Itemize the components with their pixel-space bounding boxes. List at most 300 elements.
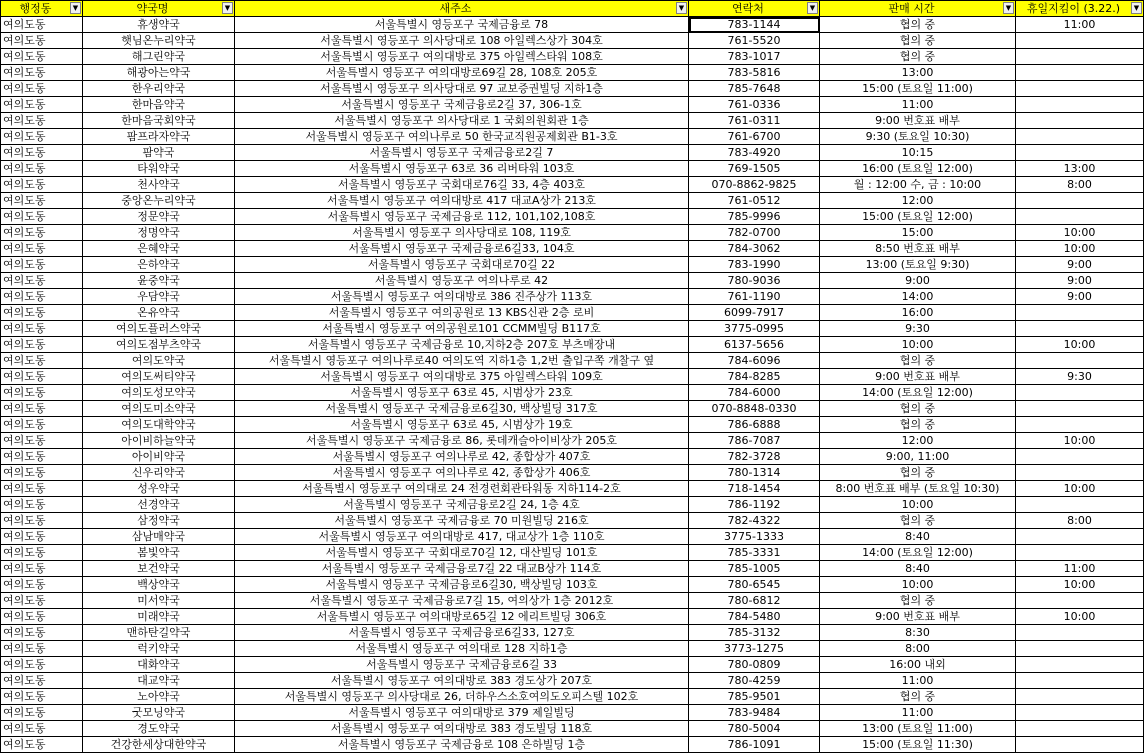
table-row <box>1 305 1144 321</box>
cell-phone[interactable]: 6099-7917 <box>689 305 820 321</box>
cell-holiday[interactable]: 11:00 <box>1016 17 1144 33</box>
cell-sales-time[interactable]: 협의 중 <box>820 417 1016 433</box>
cell-pharmacy-name[interactable]: 여의도써티약국 <box>83 369 235 385</box>
cell-sales-time[interactable]: 협의 중 <box>820 513 1016 529</box>
filter-dropdown-icon[interactable]: ▼ <box>1003 2 1014 14</box>
cell-holiday[interactable] <box>1016 193 1144 209</box>
cell-phone[interactable]: 785-9501 <box>689 689 820 705</box>
cell-sales-time[interactable]: 9:00 <box>820 273 1016 289</box>
cell-address[interactable]: 서울특별시 영등포구 국제금융로7길 15, 여의상가 1층 2012호 <box>235 593 689 609</box>
cell-dong[interactable]: 여의도동 <box>1 289 83 305</box>
cell-sales-time[interactable]: 협의 중 <box>820 401 1016 417</box>
cell-dong[interactable]: 여의도동 <box>1 145 83 161</box>
cell-holiday[interactable] <box>1016 545 1144 561</box>
cell-phone[interactable]: 761-0311 <box>689 113 820 129</box>
cell-holiday[interactable] <box>1016 673 1144 689</box>
filter-dropdown-icon[interactable]: ▼ <box>676 2 687 14</box>
cell-sales-time[interactable]: 10:00 <box>820 497 1016 513</box>
cell-address[interactable]: 서울특별시 영등포구 국제금융로6길30, 백상빌딩 103호 <box>235 577 689 593</box>
cell-sales-time[interactable]: 10:00 <box>820 577 1016 593</box>
cell-pharmacy-name[interactable]: 여의도약국 <box>83 353 235 369</box>
cell-holiday[interactable] <box>1016 465 1144 481</box>
cell-sales-time[interactable]: 8:00 <box>820 641 1016 657</box>
cell-sales-time[interactable]: 14:00 (토요일 12:00) <box>820 545 1016 561</box>
cell-address[interactable]: 서울특별시 영등포구 여의대로 24 전경련회관타워동 지하114-2호 <box>235 481 689 497</box>
cell-phone[interactable]: 780-9036 <box>689 273 820 289</box>
cell-phone[interactable]: 780-5004 <box>689 721 820 737</box>
cell-holiday[interactable] <box>1016 497 1144 513</box>
cell-address[interactable]: 서울특별시 영등포구 여의대방로 375 아일렉스타워 109호 <box>235 369 689 385</box>
cell-dong[interactable]: 여의도동 <box>1 305 83 321</box>
cell-address[interactable]: 서울특별시 영등포구 여의공원로 13 KBS신관 2층 로비 <box>235 305 689 321</box>
cell-phone[interactable]: 784-3062 <box>689 241 820 257</box>
cell-dong[interactable]: 여의도동 <box>1 49 83 65</box>
cell-holiday[interactable]: 10:00 <box>1016 225 1144 241</box>
cell-dong[interactable]: 여의도동 <box>1 337 83 353</box>
cell-phone[interactable]: 783-1990 <box>689 257 820 273</box>
cell-dong[interactable]: 여의도동 <box>1 705 83 721</box>
cell-holiday[interactable]: 10:00 <box>1016 577 1144 593</box>
cell-dong[interactable]: 여의도동 <box>1 641 83 657</box>
cell-address[interactable]: 서울특별시 영등포구 여의대방로69길 28, 108호 205호 <box>235 65 689 81</box>
cell-phone[interactable]: 782-0700 <box>689 225 820 241</box>
cell-sales-time[interactable]: 11:00 <box>820 97 1016 113</box>
cell-pharmacy-name[interactable]: 여의도미소약국 <box>83 401 235 417</box>
column-header-pharmacy-name[interactable] <box>83 1 235 17</box>
cell-holiday[interactable] <box>1016 33 1144 49</box>
cell-pharmacy-name[interactable]: 정명약국 <box>83 225 235 241</box>
cell-address[interactable]: 서울특별시 영등포구 63로 36 리버타워 103호 <box>235 161 689 177</box>
cell-pharmacy-name[interactable]: 중앙온누리약국 <box>83 193 235 209</box>
cell-phone[interactable]: 070-8862-9825 <box>689 177 820 193</box>
cell-phone[interactable]: 780-4259 <box>689 673 820 689</box>
cell-holiday[interactable] <box>1016 625 1144 641</box>
table-row <box>1 385 1144 401</box>
cell-sales-time[interactable]: 12:00 <box>820 193 1016 209</box>
cell-address[interactable]: 서울특별시 영등포구 국제금융로6길33, 104호 <box>235 241 689 257</box>
cell-holiday[interactable]: 9:00 <box>1016 273 1144 289</box>
cell-dong[interactable]: 여의도동 <box>1 465 83 481</box>
cell-dong[interactable]: 여의도동 <box>1 449 83 465</box>
cell-address[interactable]: 서울특별시 영등포구 여의대방로 383 경도상가 207호 <box>235 673 689 689</box>
cell-pharmacy-name[interactable]: 선경약국 <box>83 497 235 513</box>
cell-dong[interactable]: 여의도동 <box>1 545 83 561</box>
cell-holiday[interactable] <box>1016 321 1144 337</box>
table-row <box>1 641 1144 657</box>
cell-sales-time[interactable]: 협의 중 <box>820 465 1016 481</box>
cell-pharmacy-name[interactable]: 대교약국 <box>83 673 235 689</box>
cell-sales-time[interactable]: 10:00 <box>820 337 1016 353</box>
table-row <box>1 737 1144 753</box>
cell-phone[interactable]: 761-1190 <box>689 289 820 305</box>
cell-dong[interactable]: 여의도동 <box>1 113 83 129</box>
cell-dong[interactable]: 여의도동 <box>1 321 83 337</box>
header-label: 행정동 <box>19 1 52 15</box>
cell-dong[interactable]: 여의도동 <box>1 401 83 417</box>
cell-sales-time[interactable]: 9:00 번호표 배부 <box>820 113 1016 129</box>
cell-holiday[interactable]: 11:00 <box>1016 561 1144 577</box>
cell-holiday[interactable] <box>1016 81 1144 97</box>
cell-phone[interactable]: 782-4322 <box>689 513 820 529</box>
column-header-dong[interactable] <box>1 1 83 17</box>
cell-phone[interactable]: 784-6096 <box>689 353 820 369</box>
cell-pharmacy-name[interactable]: 휴생약국 <box>83 17 235 33</box>
cell-pharmacy-name[interactable]: 건강한세상대한약국 <box>83 737 235 753</box>
cell-pharmacy-name[interactable]: 해그린약국 <box>83 49 235 65</box>
cell-dong[interactable]: 여의도동 <box>1 561 83 577</box>
cell-dong[interactable]: 여의도동 <box>1 689 83 705</box>
cell-phone[interactable]: 785-3132 <box>689 625 820 641</box>
cell-pharmacy-name[interactable]: 한우리약국 <box>83 81 235 97</box>
cell-address[interactable]: 서울특별시 영등포구 여의대방로 375 아일렉스타워 108호 <box>235 49 689 65</box>
cell-dong[interactable]: 여의도동 <box>1 513 83 529</box>
cell-phone[interactable]: 761-5520 <box>689 33 820 49</box>
cell-holiday[interactable] <box>1016 113 1144 129</box>
table-row <box>1 161 1144 177</box>
table-row <box>1 273 1144 289</box>
cell-dong[interactable]: 여의도동 <box>1 225 83 241</box>
cell-pharmacy-name[interactable]: 노아약국 <box>83 689 235 705</box>
cell-phone[interactable]: 784-5480 <box>689 609 820 625</box>
cell-pharmacy-name[interactable]: 온유약국 <box>83 305 235 321</box>
cell-phone[interactable]: 6137-5656 <box>689 337 820 353</box>
cell-phone[interactable]: 784-6000 <box>689 385 820 401</box>
cell-sales-time[interactable]: 협의 중 <box>820 593 1016 609</box>
cell-pharmacy-name[interactable]: 럭키약국 <box>83 641 235 657</box>
cell-phone[interactable]: 786-6888 <box>689 417 820 433</box>
cell-dong[interactable]: 여의도동 <box>1 673 83 689</box>
cell-address[interactable]: 서울특별시 영등포구 여의공원로101 CCMM빌딩 B117호 <box>235 321 689 337</box>
cell-pharmacy-name[interactable]: 성우약국 <box>83 481 235 497</box>
cell-sales-time[interactable]: 8:40 <box>820 561 1016 577</box>
cell-address[interactable]: 서울특별시 영등포구 여의나루로 42, 종합상가 407호 <box>235 449 689 465</box>
cell-holiday[interactable] <box>1016 417 1144 433</box>
cell-sales-time[interactable]: 협의 중 <box>820 17 1016 33</box>
cell-address[interactable]: 서울특별시 영등포구 여의대방로 386 진주상가 113호 <box>235 289 689 305</box>
cell-phone[interactable]: 3775-0995 <box>689 321 820 337</box>
cell-holiday[interactable]: 10:00 <box>1016 609 1144 625</box>
cell-address[interactable]: 서울특별시 영등포구 국제금융로 10,지하2층 207호 부츠매장내 <box>235 337 689 353</box>
cell-holiday[interactable] <box>1016 305 1144 321</box>
column-header-holiday[interactable] <box>1016 1 1144 17</box>
cell-holiday[interactable] <box>1016 129 1144 145</box>
cell-holiday[interactable] <box>1016 353 1144 369</box>
cell-sales-time[interactable]: 협의 중 <box>820 33 1016 49</box>
cell-holiday[interactable]: 13:00 <box>1016 161 1144 177</box>
cell-holiday[interactable]: 10:00 <box>1016 433 1144 449</box>
cell-sales-time[interactable]: 11:00 <box>820 673 1016 689</box>
cell-pharmacy-name[interactable]: 천사약국 <box>83 177 235 193</box>
cell-sales-time[interactable]: 9:00 번호표 배부 <box>820 609 1016 625</box>
cell-address[interactable]: 서울특별시 영등포구 국회대로70길 22 <box>235 257 689 273</box>
cell-dong[interactable]: 여의도동 <box>1 625 83 641</box>
cell-holiday[interactable]: 10:00 <box>1016 481 1144 497</box>
cell-sales-time[interactable]: 협의 중 <box>820 49 1016 65</box>
cell-dong[interactable]: 여의도동 <box>1 129 83 145</box>
cell-address[interactable]: 서울특별시 영등포구 여의대방로65길 12 에리트빌딩 306호 <box>235 609 689 625</box>
cell-address[interactable]: 서울특별시 영등포구 의사당대로 26, 더하우스소호여의도오피스텔 102호 <box>235 689 689 705</box>
cell-dong[interactable]: 여의도동 <box>1 33 83 49</box>
cell-sales-time[interactable]: 8:50 번호표 배부 <box>820 241 1016 257</box>
cell-phone[interactable]: 783-5816 <box>689 65 820 81</box>
cell-sales-time[interactable]: 13:00 (토요일 11:00) <box>820 721 1016 737</box>
cell-holiday[interactable] <box>1016 385 1144 401</box>
cell-phone[interactable]: 780-6812 <box>689 593 820 609</box>
cell-pharmacy-name[interactable]: 신우리약국 <box>83 465 235 481</box>
cell-pharmacy-name[interactable]: 한마음국회약국 <box>83 113 235 129</box>
cell-address[interactable]: 서울특별시 영등포구 국제금융로2길 7 <box>235 145 689 161</box>
cell-holiday[interactable] <box>1016 97 1144 113</box>
cell-pharmacy-name[interactable]: 여의도점부츠약국 <box>83 337 235 353</box>
cell-phone[interactable]: 786-1091 <box>689 737 820 753</box>
cell-sales-time[interactable]: 협의 중 <box>820 689 1016 705</box>
cell-phone[interactable]: 784-8285 <box>689 369 820 385</box>
cell-holiday[interactable] <box>1016 529 1144 545</box>
filter-dropdown-icon[interactable]: ▼ <box>807 2 818 14</box>
cell-phone[interactable]: 786-7087 <box>689 433 820 449</box>
cell-dong[interactable]: 여의도동 <box>1 417 83 433</box>
cell-address[interactable]: 서울특별시 영등포구 국제금융로6길 33 <box>235 657 689 673</box>
cell-address[interactable]: 서울특별시 영등포구 63로 45, 시범상가 19호 <box>235 417 689 433</box>
cell-sales-time[interactable]: 12:00 <box>820 433 1016 449</box>
cell-sales-time[interactable]: 14:00 <box>820 289 1016 305</box>
table-row <box>1 481 1144 497</box>
cell-pharmacy-name[interactable]: 아이비약국 <box>83 449 235 465</box>
cell-address[interactable]: 서울특별시 영등포구 여의나루로40 여의도역 지하1층 1,2번 출입구쪽 개찰구 옆 <box>235 353 689 369</box>
cell-holiday[interactable] <box>1016 209 1144 225</box>
cell-holiday[interactable]: 9:00 <box>1016 289 1144 305</box>
cell-pharmacy-name[interactable]: 팜프라자약국 <box>83 129 235 145</box>
cell-pharmacy-name[interactable]: 대화약국 <box>83 657 235 673</box>
cell-sales-time[interactable]: 9:30 <box>820 321 1016 337</box>
cell-sales-time[interactable]: 15:00 (토요일 11:00) <box>820 81 1016 97</box>
cell-dong[interactable]: 여의도동 <box>1 529 83 545</box>
cell-address[interactable]: 서울특별시 영등포구 국제금융로 112, 101,102,108호 <box>235 209 689 225</box>
cell-pharmacy-name[interactable]: 백상약국 <box>83 577 235 593</box>
cell-phone[interactable]: 780-6545 <box>689 577 820 593</box>
cell-holiday[interactable] <box>1016 641 1144 657</box>
cell-dong[interactable]: 여의도동 <box>1 737 83 753</box>
cell-pharmacy-name[interactable]: 윤중약국 <box>83 273 235 289</box>
cell-address[interactable]: 서울특별시 영등포구 국제금융로7길 22 대교B상가 114호 <box>235 561 689 577</box>
cell-address[interactable]: 서울특별시 영등포구 국제금융로 70 미원빌딩 216호 <box>235 513 689 529</box>
cell-sales-time[interactable]: 9:00 번호표 배부 <box>820 369 1016 385</box>
cell-pharmacy-name[interactable]: 팜약국 <box>83 145 235 161</box>
filter-dropdown-icon[interactable]: ▼ <box>222 2 233 14</box>
cell-dong[interactable]: 여의도동 <box>1 257 83 273</box>
cell-pharmacy-name[interactable]: 타워약국 <box>83 161 235 177</box>
cell-pharmacy-name[interactable]: 굿모닝약국 <box>83 705 235 721</box>
cell-dong[interactable]: 여의도동 <box>1 481 83 497</box>
cell-phone[interactable]: 761-6700 <box>689 129 820 145</box>
cell-pharmacy-name[interactable]: 은하약국 <box>83 257 235 273</box>
cell-phone[interactable]: 761-0336 <box>689 97 820 113</box>
cell-sales-time[interactable]: 11:00 <box>820 705 1016 721</box>
cell-address[interactable]: 서울특별시 영등포구 국제금융로 108 은하빌딩 1층 <box>235 737 689 753</box>
cell-address[interactable]: 서울특별시 영등포구 의사당대로 1 국회의원회관 1층 <box>235 113 689 129</box>
cell-address[interactable]: 서울특별시 영등포구 의사당대로 108 아일렉스상가 304호 <box>235 33 689 49</box>
column-header-sales-time[interactable] <box>820 1 1016 17</box>
cell-pharmacy-name[interactable]: 여의도플러스약국 <box>83 321 235 337</box>
cell-phone[interactable]: 3773-1275 <box>689 641 820 657</box>
cell-phone[interactable]: 769-1505 <box>689 161 820 177</box>
cell-address[interactable]: 서울특별시 영등포구 여의대방로 379 제일빌딩 <box>235 705 689 721</box>
cell-address[interactable]: 서울특별시 영등포구 여의나루로 42 <box>235 273 689 289</box>
cell-address[interactable]: 서울특별시 영등포구 여의대방로 417 대교A상가 213호 <box>235 193 689 209</box>
filter-dropdown-icon[interactable]: ▼ <box>1131 2 1142 14</box>
cell-sales-time[interactable]: 9:00, 11:00 <box>820 449 1016 465</box>
cell-address[interactable]: 서울특별시 영등포구 국제금융로2길 37, 306-1호 <box>235 97 689 113</box>
cell-address[interactable]: 서울특별시 영등포구 여의대로 128 지하1층 <box>235 641 689 657</box>
cell-holiday[interactable]: 8:00 <box>1016 513 1144 529</box>
cell-holiday[interactable]: 10:00 <box>1016 337 1144 353</box>
cell-pharmacy-name[interactable]: 맨하탄길약국 <box>83 625 235 641</box>
cell-phone[interactable]: 785-9996 <box>689 209 820 225</box>
cell-address[interactable]: 서울특별시 영등포구 여의나루로 42, 종합상가 406호 <box>235 465 689 481</box>
cell-pharmacy-name[interactable]: 미래약국 <box>83 609 235 625</box>
cell-address[interactable]: 서울특별시 영등포구 여의대방로 383 경도빌딩 118호 <box>235 721 689 737</box>
cell-pharmacy-name[interactable]: 여의도성모약국 <box>83 385 235 401</box>
cell-dong[interactable]: 여의도동 <box>1 65 83 81</box>
cell-sales-time[interactable]: 9:30 (토요일 10:30) <box>820 129 1016 145</box>
cell-holiday[interactable] <box>1016 401 1144 417</box>
cell-sales-time[interactable]: 15:00 <box>820 225 1016 241</box>
cell-pharmacy-name[interactable]: 우담약국 <box>83 289 235 305</box>
cell-address[interactable]: 서울특별시 영등포구 의사당대로 97 교보증권빌딩 지하1층 <box>235 81 689 97</box>
cell-phone[interactable]: 786-1192 <box>689 497 820 513</box>
table-row <box>1 689 1144 705</box>
cell-pharmacy-name[interactable]: 미서약국 <box>83 593 235 609</box>
header-row <box>1 1 1144 17</box>
cell-holiday[interactable] <box>1016 145 1144 161</box>
cell-address[interactable]: 서울특별시 영등포구 국회대로70길 12, 대산빌딩 101호 <box>235 545 689 561</box>
cell-phone[interactable]: 785-3331 <box>689 545 820 561</box>
cell-phone[interactable]: 3775-1333 <box>689 529 820 545</box>
cell-address[interactable]: 서울특별시 영등포구 국제금융로6길30, 백상빌딩 317호 <box>235 401 689 417</box>
cell-sales-time[interactable]: 협의 중 <box>820 353 1016 369</box>
cell-phone[interactable]: 782-3728 <box>689 449 820 465</box>
table-row <box>1 257 1144 273</box>
cell-dong[interactable]: 여의도동 <box>1 97 83 113</box>
cell-sales-time[interactable]: 13:00 <box>820 65 1016 81</box>
cell-pharmacy-name[interactable]: 한마음약국 <box>83 97 235 113</box>
cell-holiday[interactable] <box>1016 705 1144 721</box>
cell-holiday[interactable] <box>1016 449 1144 465</box>
cell-sales-time[interactable]: 8:40 <box>820 529 1016 545</box>
cell-address[interactable]: 서울특별시 영등포구 여의대방로 417, 대교상가 1층 110호 <box>235 529 689 545</box>
cell-phone[interactable]: 785-7648 <box>689 81 820 97</box>
cell-holiday[interactable]: 9:30 <box>1016 369 1144 385</box>
cell-sales-time[interactable]: 15:00 (토요일 11:30) <box>820 737 1016 753</box>
cell-pharmacy-name[interactable]: 삼남매약국 <box>83 529 235 545</box>
cell-sales-time[interactable]: 15:00 (토요일 12:00) <box>820 209 1016 225</box>
cell-phone[interactable]: 718-1454 <box>689 481 820 497</box>
cell-sales-time[interactable]: 13:00 (토요일 9:30) <box>820 257 1016 273</box>
cell-holiday[interactable] <box>1016 593 1144 609</box>
cell-phone[interactable]: 780-1314 <box>689 465 820 481</box>
cell-dong[interactable]: 여의도동 <box>1 577 83 593</box>
cell-dong[interactable]: 여의도동 <box>1 609 83 625</box>
cell-pharmacy-name[interactable]: 은혜약국 <box>83 241 235 257</box>
cell-pharmacy-name[interactable]: 햇님온누리약국 <box>83 33 235 49</box>
cell-pharmacy-name[interactable]: 아이비하늘약국 <box>83 433 235 449</box>
cell-phone[interactable]: 783-9484 <box>689 705 820 721</box>
cell-phone[interactable]: 070-8848-0330 <box>689 401 820 417</box>
cell-dong[interactable]: 여의도동 <box>1 241 83 257</box>
cell-dong[interactable]: 여의도동 <box>1 657 83 673</box>
table-row <box>1 577 1144 593</box>
cell-dong[interactable]: 여의도동 <box>1 353 83 369</box>
cell-sales-time[interactable]: 8:30 <box>820 625 1016 641</box>
cell-dong[interactable]: 여의도동 <box>1 209 83 225</box>
cell-holiday[interactable] <box>1016 689 1144 705</box>
cell-holiday[interactable]: 9:00 <box>1016 257 1144 273</box>
cell-sales-time[interactable]: 16:00 내외 <box>820 657 1016 673</box>
cell-phone[interactable]: 761-0512 <box>689 193 820 209</box>
cell-dong[interactable]: 여의도동 <box>1 273 83 289</box>
cell-holiday[interactable]: 10:00 <box>1016 241 1144 257</box>
cell-holiday[interactable] <box>1016 721 1144 737</box>
cell-pharmacy-name[interactable]: 해광아는약국 <box>83 65 235 81</box>
cell-holiday[interactable] <box>1016 49 1144 65</box>
column-header-address[interactable] <box>235 1 689 17</box>
cell-phone[interactable]: 783-4920 <box>689 145 820 161</box>
cell-address[interactable]: 서울특별시 영등포구 63로 45, 시범상가 23호 <box>235 385 689 401</box>
cell-pharmacy-name[interactable]: 봄빛약국 <box>83 545 235 561</box>
cell-pharmacy-name[interactable]: 보건약국 <box>83 561 235 577</box>
cell-dong[interactable]: 여의도동 <box>1 385 83 401</box>
cell-address[interactable]: 서울특별시 영등포구 여의나루로 50 한국교직원공제회관 B1-3호 <box>235 129 689 145</box>
cell-address[interactable]: 서울특별시 영등포구 국제금융로 86, 롯데캐슬아이비상가 205호 <box>235 433 689 449</box>
filter-dropdown-icon[interactable]: ▼ <box>70 2 81 14</box>
cell-sales-time[interactable]: 8:00 번호표 배부 (토요일 10:30) <box>820 481 1016 497</box>
cell-dong[interactable]: 여의도동 <box>1 177 83 193</box>
column-header-phone[interactable] <box>689 1 820 17</box>
cell-address[interactable]: 서울특별시 영등포구 의사당대로 108, 119호 <box>235 225 689 241</box>
cell-holiday[interactable] <box>1016 737 1144 753</box>
cell-phone[interactable]: 780-0809 <box>689 657 820 673</box>
cell-dong[interactable]: 여의도동 <box>1 193 83 209</box>
cell-holiday[interactable] <box>1016 657 1144 673</box>
cell-dong[interactable]: 여의도동 <box>1 497 83 513</box>
cell-phone[interactable]: 783-1017 <box>689 49 820 65</box>
cell-dong[interactable]: 여의도동 <box>1 81 83 97</box>
cell-pharmacy-name[interactable]: 정문약국 <box>83 209 235 225</box>
cell-holiday[interactable]: 8:00 <box>1016 177 1144 193</box>
cell-phone[interactable]: 783-1144 <box>689 17 820 33</box>
cell-phone[interactable]: 785-1005 <box>689 561 820 577</box>
cell-holiday[interactable] <box>1016 65 1144 81</box>
cell-pharmacy-name[interactable]: 여의도대학약국 <box>83 417 235 433</box>
cell-dong[interactable]: 여의도동 <box>1 721 83 737</box>
cell-sales-time[interactable]: 월 : 12:00 수, 금 : 10:00 <box>820 177 1016 193</box>
cell-pharmacy-name[interactable]: 경도약국 <box>83 721 235 737</box>
cell-sales-time[interactable]: 16:00 (토요일 12:00) <box>820 161 1016 177</box>
cell-sales-time[interactable]: 10:15 <box>820 145 1016 161</box>
cell-pharmacy-name[interactable]: 삼정약국 <box>83 513 235 529</box>
cell-dong[interactable]: 여의도동 <box>1 593 83 609</box>
cell-dong[interactable]: 여의도동 <box>1 161 83 177</box>
cell-address[interactable]: 서울특별시 영등포구 국제금융로6길33, 127호 <box>235 625 689 641</box>
cell-sales-time[interactable]: 16:00 <box>820 305 1016 321</box>
cell-dong[interactable]: 여의도동 <box>1 369 83 385</box>
cell-sales-time[interactable]: 14:00 (토요일 12:00) <box>820 385 1016 401</box>
cell-dong[interactable]: 여의도동 <box>1 433 83 449</box>
cell-dong[interactable]: 여의도동 <box>1 17 83 33</box>
cell-address[interactable]: 서울특별시 영등포구 국제금융로 78 <box>235 17 689 33</box>
cell-address[interactable]: 서울특별시 영등포구 국제금융로2길 24, 1층 4호 <box>235 497 689 513</box>
cell-address[interactable]: 서울특별시 영등포구 국회대로76길 33, 4층 403호 <box>235 177 689 193</box>
